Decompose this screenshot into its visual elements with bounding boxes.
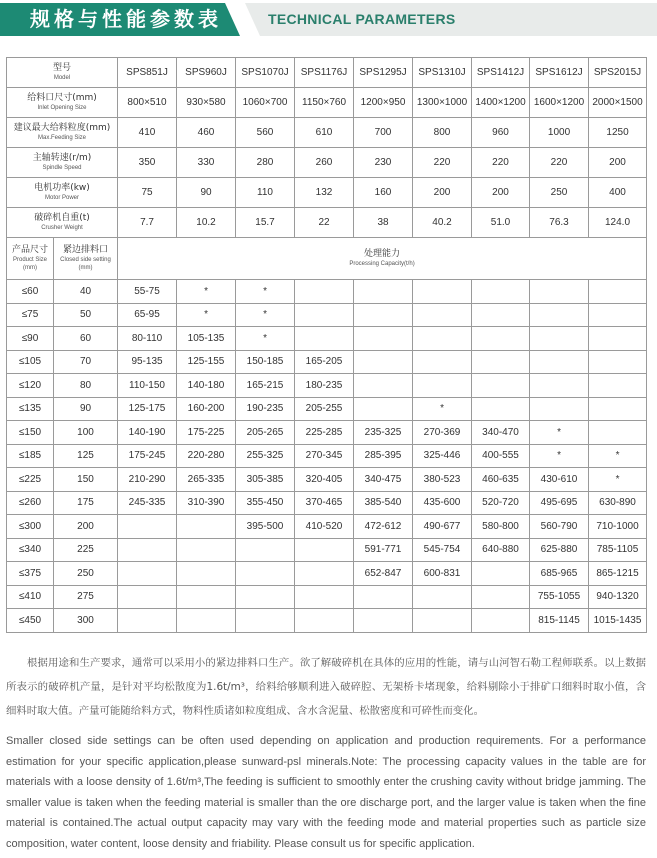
capacity-value — [236, 585, 295, 609]
capacity-value: 400-555 — [472, 444, 530, 468]
capacity-value: 600-831 — [413, 562, 472, 586]
capacity-row — [7, 491, 647, 515]
spec-value: 1200×950 — [354, 88, 413, 118]
spec-row — [7, 208, 647, 238]
capacity-value: 815-1145 — [530, 609, 589, 633]
model-name: SPS1176J — [295, 58, 354, 88]
spec-label: 给料口尺寸(mm) Inlet Opening Size — [7, 88, 118, 118]
capacity-value — [118, 585, 177, 609]
capacity-value: 255-325 — [236, 444, 295, 468]
spec-label: 破碎机自重(t) Crusher Weight — [7, 208, 118, 238]
spec-label: 型号 Model — [7, 58, 118, 88]
model-name: SPS2015J — [589, 58, 647, 88]
spec-value: 160 — [354, 178, 413, 208]
capacity-value — [589, 421, 647, 445]
capacity-row — [7, 350, 647, 374]
capacity-value — [295, 585, 354, 609]
capacity-value — [413, 303, 472, 327]
spec-label: 电机功率(kw) Motor Power — [7, 178, 118, 208]
capacity-value: 435-600 — [413, 491, 472, 515]
capacity-value: 355-450 — [236, 491, 295, 515]
capacity-header-section — [7, 238, 647, 280]
spec-value: 1300×1000 — [413, 88, 472, 118]
capacity-value — [295, 562, 354, 586]
closed-side-setting: 225 — [54, 538, 118, 562]
capacity-value — [177, 562, 236, 586]
capacity-value — [472, 374, 530, 398]
capacity-value — [413, 374, 472, 398]
capacity-value: 125-155 — [177, 350, 236, 374]
spec-value: 410 — [118, 118, 177, 148]
capacity-value — [589, 280, 647, 304]
spec-value: 220 — [413, 148, 472, 178]
closed-side-setting: 60 — [54, 327, 118, 351]
capacity-value: 270-345 — [295, 444, 354, 468]
capacity-value — [472, 350, 530, 374]
header-banner — [0, 0, 657, 40]
capacity-value: 95-135 — [118, 350, 177, 374]
capacity-row — [7, 421, 647, 445]
capacity-row — [7, 585, 647, 609]
closed-side-setting: 200 — [54, 515, 118, 539]
spec-value: 15.7 — [236, 208, 295, 238]
product-size: ≤410 — [7, 585, 54, 609]
capacity-value: 140-190 — [118, 421, 177, 445]
product-size: ≤300 — [7, 515, 54, 539]
spec-value: 250 — [530, 178, 589, 208]
model-name: SPS1070J — [236, 58, 295, 88]
capacity-value: * — [236, 327, 295, 351]
capacity-value: 490-677 — [413, 515, 472, 539]
spec-value: 1250 — [589, 118, 647, 148]
spec-row — [7, 148, 647, 178]
closed-side-setting: 300 — [54, 609, 118, 633]
spec-value: 800 — [413, 118, 472, 148]
spec-value: 280 — [236, 148, 295, 178]
capacity-value — [295, 327, 354, 351]
product-size: ≤340 — [7, 538, 54, 562]
product-size: ≤260 — [7, 491, 54, 515]
capacity-value: 370-465 — [295, 491, 354, 515]
capacity-value — [589, 327, 647, 351]
capacity-row — [7, 515, 647, 539]
capacity-value: 205-265 — [236, 421, 295, 445]
spec-value: 2000×1500 — [589, 88, 647, 118]
spec-row — [7, 118, 647, 148]
capacity-value — [354, 303, 413, 327]
capacity-value: 220-280 — [177, 444, 236, 468]
product-size: ≤450 — [7, 609, 54, 633]
spec-row — [7, 58, 647, 88]
capacity-value — [589, 303, 647, 327]
capacity-value: 460-635 — [472, 468, 530, 492]
capacity-value — [413, 609, 472, 633]
capacity-value: 175-225 — [177, 421, 236, 445]
spec-row — [7, 88, 647, 118]
capacity-value: 205-255 — [295, 397, 354, 421]
capacity-value — [295, 303, 354, 327]
closed-side-setting-header: 紧边排料口 Closed side setting (mm) — [54, 238, 118, 280]
capacity-value: 125-175 — [118, 397, 177, 421]
capacity-value — [530, 374, 589, 398]
closed-side-setting: 150 — [54, 468, 118, 492]
capacity-value — [236, 609, 295, 633]
capacity-value — [413, 350, 472, 374]
capacity-value — [530, 303, 589, 327]
capacity-value: 560-790 — [530, 515, 589, 539]
capacity-value — [177, 585, 236, 609]
capacity-value: 630-890 — [589, 491, 647, 515]
capacity-value: * — [413, 397, 472, 421]
spec-row — [7, 178, 647, 208]
spec-value: 220 — [530, 148, 589, 178]
model-name: SPS1310J — [413, 58, 472, 88]
capacity-value — [530, 397, 589, 421]
capacity-value — [236, 538, 295, 562]
capacity-value: 340-475 — [354, 468, 413, 492]
capacity-value: * — [236, 280, 295, 304]
capacity-value — [295, 538, 354, 562]
spec-value: 51.0 — [472, 208, 530, 238]
capacity-value: 495-695 — [530, 491, 589, 515]
capacity-value — [530, 350, 589, 374]
capacity-value — [413, 280, 472, 304]
capacity-value: 265-335 — [177, 468, 236, 492]
capacity-value: 140-180 — [177, 374, 236, 398]
spec-section — [7, 58, 647, 238]
spec-value: 1060×700 — [236, 88, 295, 118]
capacity-value — [354, 374, 413, 398]
spec-value: 1000 — [530, 118, 589, 148]
closed-side-setting: 275 — [54, 585, 118, 609]
parameters-table — [6, 57, 647, 633]
closed-side-setting: 70 — [54, 350, 118, 374]
closed-side-setting: 100 — [54, 421, 118, 445]
capacity-value — [530, 280, 589, 304]
closed-side-setting: 80 — [54, 374, 118, 398]
spec-value: 40.2 — [413, 208, 472, 238]
capacity-value — [413, 327, 472, 351]
capacity-value — [295, 609, 354, 633]
capacity-value: * — [236, 303, 295, 327]
parameters-table-wrapper — [6, 57, 646, 633]
spec-value: 560 — [236, 118, 295, 148]
spec-value: 230 — [354, 148, 413, 178]
spec-value: 132 — [295, 178, 354, 208]
capacity-value — [118, 515, 177, 539]
capacity-value — [472, 562, 530, 586]
spec-value: 76.3 — [530, 208, 589, 238]
capacity-value: 410-520 — [295, 515, 354, 539]
model-name: SPS1412J — [472, 58, 530, 88]
closed-side-setting: 250 — [54, 562, 118, 586]
spec-value: 124.0 — [589, 208, 647, 238]
spec-value: 220 — [472, 148, 530, 178]
capacity-value — [354, 280, 413, 304]
capacity-value: 65-95 — [118, 303, 177, 327]
capacity-value — [118, 562, 177, 586]
spec-value: 7.7 — [118, 208, 177, 238]
capacity-value: 190-235 — [236, 397, 295, 421]
spec-value: 700 — [354, 118, 413, 148]
capacity-value: 55-75 — [118, 280, 177, 304]
spec-value: 110 — [236, 178, 295, 208]
capacity-value — [472, 397, 530, 421]
capacity-value — [118, 609, 177, 633]
product-size: ≤105 — [7, 350, 54, 374]
capacity-row — [7, 538, 647, 562]
spec-value: 90 — [177, 178, 236, 208]
spec-value: 1150×760 — [295, 88, 354, 118]
spec-value: 350 — [118, 148, 177, 178]
capacity-value — [118, 538, 177, 562]
capacity-value: 472-612 — [354, 515, 413, 539]
capacity-value — [177, 515, 236, 539]
capacity-value: 270-369 — [413, 421, 472, 445]
capacity-value: 320-405 — [295, 468, 354, 492]
product-size: ≤75 — [7, 303, 54, 327]
capacity-value: 245-335 — [118, 491, 177, 515]
capacity-value — [177, 609, 236, 633]
capacity-value: 175-245 — [118, 444, 177, 468]
capacity-value: 385-540 — [354, 491, 413, 515]
capacity-value — [472, 327, 530, 351]
capacity-value: 110-150 — [118, 374, 177, 398]
model-name: SPS851J — [118, 58, 177, 88]
capacity-value — [472, 609, 530, 633]
capacity-value: 165-215 — [236, 374, 295, 398]
capacity-value: 545-754 — [413, 538, 472, 562]
capacity-value — [354, 397, 413, 421]
capacity-value: * — [177, 303, 236, 327]
capacity-value: 520-720 — [472, 491, 530, 515]
product-size: ≤225 — [7, 468, 54, 492]
capacity-value: 80-110 — [118, 327, 177, 351]
processing-capacity-header: 处理能力 Processing Capacity(t/h) — [118, 238, 647, 280]
spec-value: 400 — [589, 178, 647, 208]
capacity-value: 210-290 — [118, 468, 177, 492]
spec-value: 930×580 — [177, 88, 236, 118]
capacity-value: 430-610 — [530, 468, 589, 492]
capacity-value: 225-285 — [295, 421, 354, 445]
product-size: ≤135 — [7, 397, 54, 421]
capacity-value: 580-800 — [472, 515, 530, 539]
product-size: ≤185 — [7, 444, 54, 468]
capacity-value: 685-965 — [530, 562, 589, 586]
capacity-value — [589, 350, 647, 374]
capacity-value: 865-1215 — [589, 562, 647, 586]
capacity-section — [7, 280, 647, 633]
product-size-header: 产品尺寸 Product Size (mm) — [7, 238, 54, 280]
spec-value: 200 — [472, 178, 530, 208]
closed-side-setting: 125 — [54, 444, 118, 468]
capacity-value: 340-470 — [472, 421, 530, 445]
capacity-value — [295, 280, 354, 304]
closed-side-setting: 90 — [54, 397, 118, 421]
capacity-value: 1015-1435 — [589, 609, 647, 633]
capacity-value — [530, 327, 589, 351]
capacity-row — [7, 303, 647, 327]
model-name: SPS1612J — [530, 58, 589, 88]
product-size: ≤60 — [7, 280, 54, 304]
capacity-value — [354, 609, 413, 633]
capacity-value — [354, 350, 413, 374]
capacity-value — [413, 585, 472, 609]
spec-value: 610 — [295, 118, 354, 148]
spec-value: 800×510 — [118, 88, 177, 118]
spec-value: 260 — [295, 148, 354, 178]
model-name: SPS1295J — [354, 58, 413, 88]
capacity-value: 625-880 — [530, 538, 589, 562]
capacity-value: * — [530, 444, 589, 468]
capacity-value — [472, 303, 530, 327]
capacity-value: 652-847 — [354, 562, 413, 586]
closed-side-setting: 40 — [54, 280, 118, 304]
spec-label: 主轴转速(r/m) Spindle Speed — [7, 148, 118, 178]
capacity-value: 285-395 — [354, 444, 413, 468]
capacity-row — [7, 609, 647, 633]
capacity-value — [472, 280, 530, 304]
capacity-value: 160-200 — [177, 397, 236, 421]
capacity-value: 150-185 — [236, 350, 295, 374]
spec-value: 22 — [295, 208, 354, 238]
capacity-value: * — [177, 280, 236, 304]
product-size: ≤150 — [7, 421, 54, 445]
capacity-value: * — [589, 444, 647, 468]
product-size: ≤375 — [7, 562, 54, 586]
capacity-value: * — [530, 421, 589, 445]
title-en: TECHNICAL PARAMETERS — [268, 11, 456, 27]
product-size: ≤120 — [7, 374, 54, 398]
capacity-value — [354, 585, 413, 609]
capacity-row — [7, 468, 647, 492]
capacity-value — [589, 374, 647, 398]
capacity-value: 380-523 — [413, 468, 472, 492]
capacity-value: 325-446 — [413, 444, 472, 468]
capacity-value: * — [589, 468, 647, 492]
capacity-value: 305-385 — [236, 468, 295, 492]
capacity-value: 940-1320 — [589, 585, 647, 609]
capacity-value: 165-205 — [295, 350, 354, 374]
capacity-value: 105-135 — [177, 327, 236, 351]
spec-value: 200 — [589, 148, 647, 178]
spec-value: 38 — [354, 208, 413, 238]
capacity-value — [472, 585, 530, 609]
capacity-value: 640-880 — [472, 538, 530, 562]
spec-value: 200 — [413, 178, 472, 208]
capacity-value: 755-1055 — [530, 585, 589, 609]
note-chinese: 根据用途和生产要求，通常可以采用小的紧边排料口生产。欲了解破碎机在具体的应用的性能，请与山河智石勒工程师联系。以上数据所表示的破碎机产量，是针对平均松散度为1.6t/m³，给料给够顺利进入破碎腔、无架桥卡堵现象，给料剔除小于排矿口细料时取小值，含细料时取大值。产量可能随给料方式，物料性质诸如粒度组成、含水含泥量、松散密度和可碎性而变化。 — [6, 657, 646, 717]
closed-side-setting: 175 — [54, 491, 118, 515]
capacity-row — [7, 444, 647, 468]
product-size: ≤90 — [7, 327, 54, 351]
spec-value: 1400×1200 — [472, 88, 530, 118]
capacity-value — [354, 327, 413, 351]
capacity-value — [589, 397, 647, 421]
note-english: Smaller closed side settings can be often used depending on application and production requirements. For a performance estimation for your specific application,please sunward-psl minerals.Note: The processing capacity values in the table are for materials with a loose density of 1.6t/m³,The feeding is sufficient to smoothly enter the crushing cavity without bridge jamming. The smaller value is taken when the feeding material is smaller than the ore discharge port, and the larger value is taken when the fine material is contained.The actual output capacity may vary with the feeding mode and material properties such as particle size composition, water content, loose density and friability. Please consult us for specific application. — [6, 735, 646, 850]
capacity-value — [236, 562, 295, 586]
capacity-row — [7, 562, 647, 586]
capacity-value: 310-390 — [177, 491, 236, 515]
capacity-value — [177, 538, 236, 562]
spec-value: 75 — [118, 178, 177, 208]
capacity-value: 395-500 — [236, 515, 295, 539]
capacity-row — [7, 397, 647, 421]
capacity-row — [7, 374, 647, 398]
spec-value: 10.2 — [177, 208, 236, 238]
spec-value: 1600×1200 — [530, 88, 589, 118]
closed-side-setting: 50 — [54, 303, 118, 327]
title-cn: 规格与性能参数表 — [30, 7, 222, 31]
spec-value: 330 — [177, 148, 236, 178]
spec-value: 460 — [177, 118, 236, 148]
model-name: SPS960J — [177, 58, 236, 88]
capacity-value: 710-1000 — [589, 515, 647, 539]
capacity-value: 785-1105 — [589, 538, 647, 562]
capacity-row — [7, 327, 647, 351]
spec-label: 建议最大给料粒度(mm) Max.Feeding Size — [7, 118, 118, 148]
capacity-value: 235-325 — [354, 421, 413, 445]
capacity-value: 591-771 — [354, 538, 413, 562]
capacity-row — [7, 280, 647, 304]
capacity-value: 180-235 — [295, 374, 354, 398]
spec-value: 960 — [472, 118, 530, 148]
